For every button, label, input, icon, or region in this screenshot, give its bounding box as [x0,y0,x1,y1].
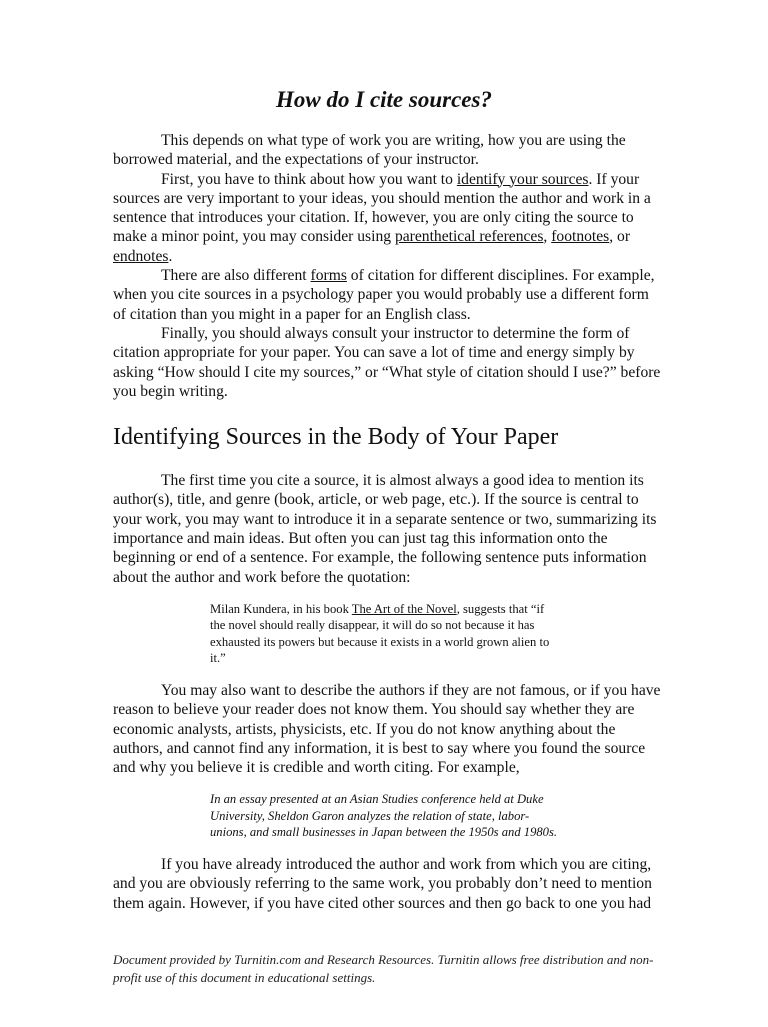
body-paragraph: The first time you cite a source, it is almost always a good idea to mention its author(s), title, and genre (book, article, or web page, etc.). If the source is central to your work, you may want to introduce it in a separate sentence or two, summarizing its importance and main ideas. But often you can just tag this information onto the beginning or end of a sentence. For example, the following sentence puts information about the author and work before the quotation: [113,472,657,586]
body-paragraph: You may also want to describe the authors if they are not famous, or if you have reason to believe your reader does not know them. You should say whether they are economic analysts, artists, physicists, etc. If you do not know anything about the authors, and cannot find any information, it is best to say where you found the source and why you believe it is credible and worth citing. For example, [113,681,661,777]
section-heading: Identifying Sources in the Body of Your Paper [113,424,559,451]
paragraph-text: . [168,247,173,265]
book-title: The Art of the Novel [351,601,457,616]
page-title: How do I cite sources? [276,87,492,112]
paragraph-text: First, you have to think about how you want to [161,170,457,188]
underlined-term: parenthetical references [394,228,544,246]
paragraph-text: There are also different [161,267,311,285]
paragraph-text: Finally, you should always consult your instructor to determine the form of citation appropriate for your paper. You can save a lot of time and energy simply by asking “How should I cite my sources,” or “What style of citation should I use?” before you begin writing. [113,324,661,400]
underlined-term: endnotes [113,247,169,265]
block-quote-italic: In an essay presented at an Asian Studies conference held at Duke University, Sheldon Garon analyzes the relation of state, labor-unions, and small businesses in Japan between the 1950s and 1980s. [210,792,558,840]
paragraph-text: , [543,228,552,246]
intro-paragraph [113,131,661,170]
intro-paragraph [113,170,661,266]
body-paragraph: If you have already introduced the author and work from which you are citing, and you are obviously referring to the same work, you probably don’t need to mention them again. However, if you have cited other sources and then go back to one you had [113,855,652,912]
paragraph-text: of citation for different disciplines. For example, when you cite sources in a psychology paper you would probably use a different form of citation than you might in a paper for an English class. [113,267,655,323]
quote-text: Milan Kundera, in his book [210,601,352,616]
paragraph-text: This depends on what type of work you are writing, how you are using the borrowed material, and the expectations of your instructor. [113,132,626,169]
intro-paragraph [113,324,661,401]
block-quote [210,601,560,667]
underlined-term: footnotes [551,228,610,246]
quote-text: , suggests that “if the novel should really disappear, it will do so not because it has exhausted its powers but because it exists in a world grown alien to it.” [210,601,550,666]
intro-paragraph [113,266,661,324]
paragraph-text: . If your sources are very important to your ideas, you should mention the author and work in a sentence that introduces your citation. If, however, you are only citing the source to make a minor point, you may consider using [113,170,651,246]
footer-note: Document provided by Turnitin.com and Research Resources. Turnitin allows free distribution and non-profit use of this document in educational settings. [113,951,654,985]
paragraph-text: , or [609,228,631,246]
intro-section [113,131,661,401]
underlined-term: identify your sources [456,170,589,188]
underlined-term: forms [310,267,347,285]
